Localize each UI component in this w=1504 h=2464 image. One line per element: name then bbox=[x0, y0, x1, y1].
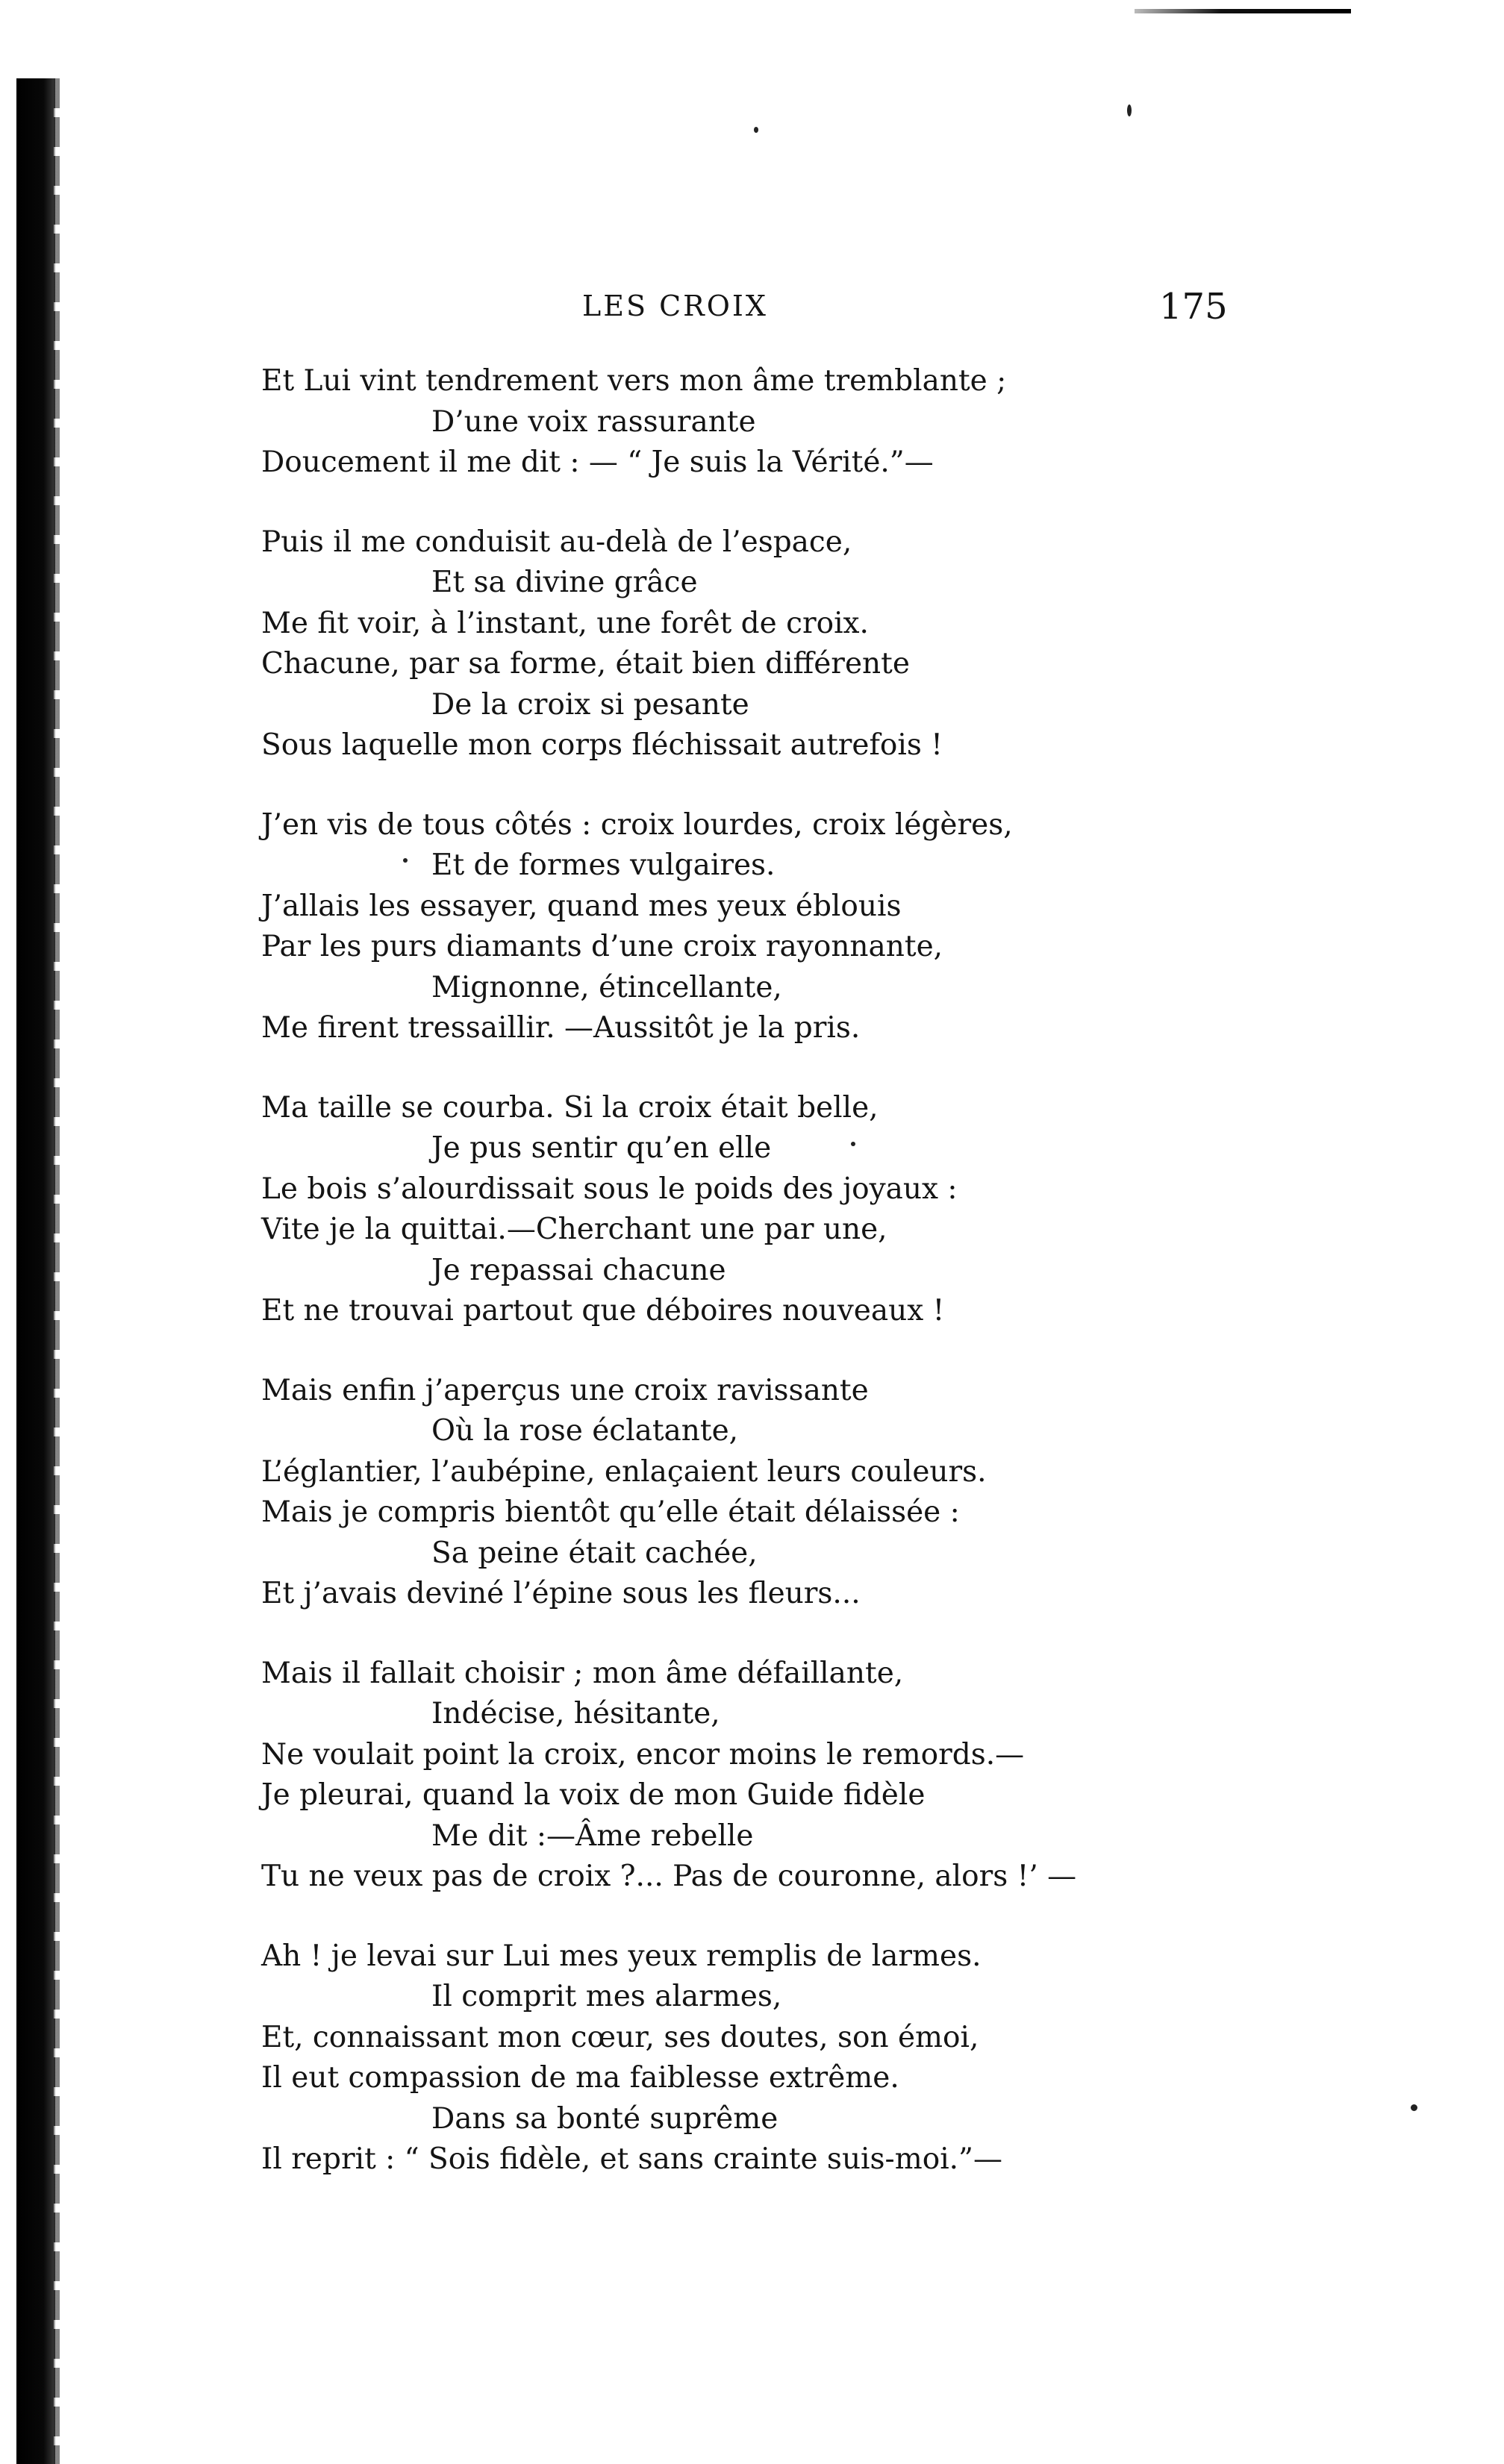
poem-line: Je pleurai, quand la voix de mon Guide fidèle bbox=[261, 1778, 926, 1812]
poem-body bbox=[261, 361, 1194, 2219]
stanza bbox=[261, 1371, 1194, 1615]
poem-line: Ah ! je levai sur Lui mes yeux remplis de larmes. bbox=[261, 1939, 982, 1973]
poem-line: Et de formes vulgaires. bbox=[431, 848, 776, 882]
poem-line: Où la rose éclatante, bbox=[431, 1414, 739, 1448]
poem-line: Dans sa bonté suprême bbox=[431, 2101, 778, 2136]
poem-line: Mais enfin j’aperçus une croix ravissante bbox=[261, 1373, 869, 1407]
poem-line: Mais il fallait choisir ; mon âme défaillante, bbox=[261, 1656, 904, 1690]
poem-line: Et j’avais deviné l’épine sous les fleurs... bbox=[261, 1577, 861, 1610]
poem-line: Indécise, hésitante, bbox=[431, 1697, 720, 1730]
scan-speck bbox=[1127, 104, 1132, 116]
stanza bbox=[261, 522, 1194, 766]
poem-line: Le bois s’alourdissait sous le poids des joyaux : bbox=[261, 1172, 958, 1206]
page-number: 175 bbox=[1159, 286, 1228, 328]
scan-speck bbox=[754, 127, 758, 133]
poem-line: Puis il me conduisit au-delà de l’espace, bbox=[261, 525, 852, 559]
poem-line: Mais je compris bientôt qu’elle était délaissée : bbox=[261, 1495, 960, 1529]
stanza bbox=[261, 805, 1194, 1049]
poem-line: Mignonne, étincellante, bbox=[431, 970, 782, 1004]
stanza bbox=[261, 1936, 1194, 2180]
poem-line: Il reprit : “ Sois fidèle, et sans crainte suis-moi.”— bbox=[261, 2142, 1002, 2176]
poem-line: L’églantier, l’aubépine, enlaçaient leurs couleurs. bbox=[261, 1454, 987, 1489]
poem-line: Me fit voir, à l’instant, une forêt de croix. bbox=[261, 606, 869, 640]
poem-line: Il eut compassion de ma faiblesse extrême. bbox=[261, 2061, 899, 2095]
poem-line: Ma taille se courba. Si la croix était belle, bbox=[261, 1090, 879, 1125]
poem-line: Et sa divine grâce bbox=[431, 566, 698, 599]
stanza bbox=[261, 1088, 1194, 1332]
running-head: LES CROIX bbox=[582, 290, 768, 322]
poem-line: Et ne trouvai partout que déboires nouveaux ! bbox=[261, 1294, 945, 1328]
poem-line: Vite je la quittai.—Cherchant une par une, bbox=[261, 1213, 887, 1246]
scan-edge-rule bbox=[1135, 9, 1351, 13]
poem-line: Me firent tressaillir. —Aussitôt je la pris. bbox=[261, 1011, 861, 1045]
poem-line: Par les purs diamants d’une croix rayonnante, bbox=[261, 930, 943, 963]
book-spine-shadow bbox=[16, 78, 55, 2464]
stanza bbox=[261, 1654, 1194, 1898]
poem-line: D’une voix rassurante bbox=[431, 404, 756, 439]
stanza bbox=[261, 361, 1194, 484]
scan-speck bbox=[1411, 2104, 1417, 2111]
book-spine-edge bbox=[54, 78, 60, 2464]
poem-line: J’allais les essayer, quand mes yeux éblouis bbox=[261, 889, 902, 923]
poem-line: Je pus sentir qu’en elle bbox=[431, 1131, 772, 1165]
poem-line: Et, connaissant mon cœur, ses doutes, son émoi, bbox=[261, 2020, 979, 2054]
poem-line: Il comprit mes alarmes, bbox=[431, 1980, 782, 2013]
poem-line: Chacune, par sa forme, était bien différente bbox=[261, 647, 910, 681]
poem-line: Ne voulait point la croix, encor moins le remords.— bbox=[261, 1737, 1025, 1772]
poem-line: Sous laquelle mon corps fléchissait autrefois ! bbox=[261, 728, 943, 762]
poem-line: J’en vis de tous côtés : croix lourdes, croix légères, bbox=[261, 807, 1013, 842]
poem-line: Et Lui vint tendrement vers mon âme tremblante ; bbox=[261, 364, 1007, 398]
poem-line: Je repassai chacune bbox=[431, 1253, 726, 1287]
poem-line: Sa peine était cachée, bbox=[431, 1536, 758, 1570]
poem-line: Me dit :—Âme rebelle bbox=[431, 1819, 754, 1853]
poem-line: De la croix si pesante bbox=[431, 687, 749, 722]
poem-line: Doucement il me dit : — “ Je suis la Vérité.”— bbox=[261, 445, 934, 479]
poem-line: Tu ne veux pas de croix ?... Pas de couronne, alors !’ — bbox=[261, 1860, 1077, 1893]
